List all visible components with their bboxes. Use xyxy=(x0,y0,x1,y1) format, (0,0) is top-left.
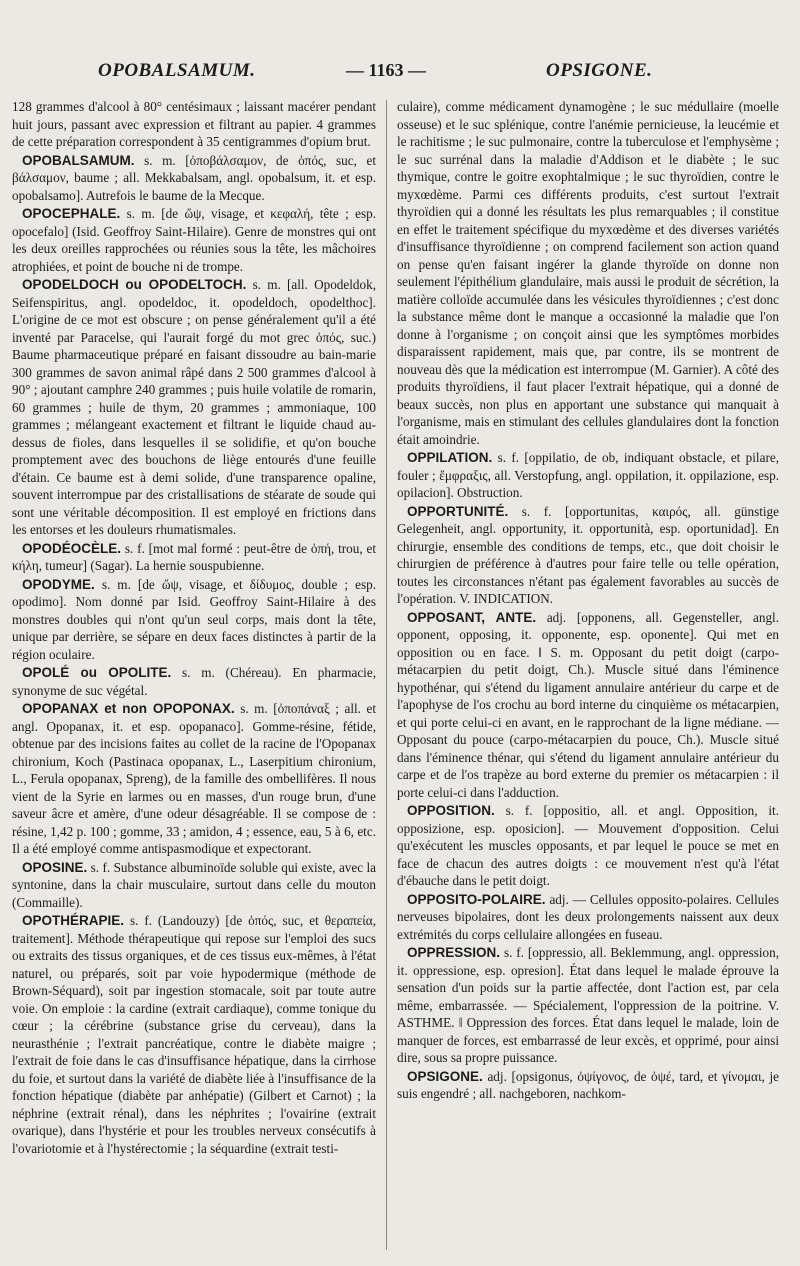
entry-text: s. f. [oppilatio, de ob, indiquant obstacle, et pilare, fouler ; ἔμφραξις, all. Verstopfung, angl. oppilation, it. oppilazione, esp. opilacion]. Obstruction. xyxy=(397,450,779,500)
dictionary-entry xyxy=(12,152,376,205)
entry-headword: OPOPANAX et non OPOPONAX. xyxy=(22,701,235,716)
dictionary-entry xyxy=(397,944,779,1067)
page-number: — 1163 — xyxy=(346,60,427,80)
entry-headword: OPPOSANT, ANTE. xyxy=(407,609,537,625)
entry-text: s. m. [ὀποπάναξ ; all. et angl. Opopanax, it. et esp. opopanaco]. Gomme-résine, fétide, obtenue par des incisions faites au collet de la racine de l'Opopanax chironium, Koch (Pastinaca opopanax, L., Laserpitium chironium, L., Ferula opopanax, Spreng), de la famille des ombellifères. Il nous vient de la Syrie en larmes ou en masses, d'un rouge brun, d'une saveur âcre et amère, d'une odeur désagréable. Il se compose de : résine, 1,42 p. 100 ; gomme, 33 ; amidon, 4 ; essence, eau, 5 à 6, etc. Il a été employé comme antispasmodique et expectorant. xyxy=(12,701,376,856)
entry-text: 128 grammes d'alcool à 80° centésimaux ; laissant macérer pendant huit jours, passant avec expression et filtrant au papier. 4 grammes de cette préparation correspondent à 35 centigrammes d'opium brut. xyxy=(12,99,376,149)
page-header xyxy=(0,60,800,88)
column-divider xyxy=(386,100,387,1250)
dictionary-entry xyxy=(397,609,779,802)
entry-headword: OPPOSITO-POLAIRE. xyxy=(407,891,546,907)
entry-text: s. m. [de ὤψ, visage, et δίδυμος, double ; esp. opodimo]. Nom donné par Isid. Geoffroy Saint-Hilaire à des monstres doubles qui n'ont qu'un seul corps, mais dont la tête, unique par derrière, se sépare en deux faces distinctes à partir de la région oculaire. xyxy=(12,576,376,662)
entry-headword: OPOBALSAMUM. xyxy=(22,152,135,168)
entry-headword: OPODÉOCÈLE. xyxy=(22,540,122,556)
running-head-right: OPSIGONE. xyxy=(546,60,653,81)
entry-text: s. m. [ὀποβάλσαμον, de ὀπός, suc, et βάλσαμον, baume ; all. Mekkabalsam, angl. opobalsum, it. et esp. opobalsamo]. Autrefois le baume de la Mecque. xyxy=(12,152,376,203)
entry-text: s. f. (Landouzy) [de ὀπός, suc, et θεραπεία, traitement]. Méthode thérapeutique qui repose sur l'emploi des sucs ou extraits des tissus organiques, et de ces tissus eux-mêmes, à l'état naturel, ou préparés, soit par voie hypodermique (méthode de Brown-Séquard), soit par ingestion stomacale, soit par toute autre voie. On emploie : la cardine (extrait cardiaque), comme tonique du cœur ; la cérébrine (substance grise du cerveau), dans la neurasthénie ; l'extrait pancréatique, contre le diabète maigre ; l'extrait de foie dans le cas d'insuffisance hépatique, dans la cirrhose du foie, et surtout dans la variété de diabète liée à l'insuffisance de la fonction hépatique (diabète par anhépatie) (Gilbert et Carnot) ; la néphrine (extrait rénal), dans les néphrites ; l'ovairine (extrait ovarique), dans l'hystérie et pour les troubles nerveux consécutifs à l'ovariotomie et à l'hystérectomie ; la séquardine (extrait testi- xyxy=(12,913,376,1156)
dictionary-entry xyxy=(12,276,376,539)
entry-headword: OPPOSITION. xyxy=(407,803,495,818)
entry-text: s. f. [mot mal formé : peut-être de ὀπή, trou, et κήλη, tumeur] (Sagar). La hernie souspubienne. xyxy=(12,540,376,573)
entry-text: adj. — Cellules opposito-polaires. Cellules nerveuses bipolaires, dont les deux prolongements naissent aux deux extrémités du corps cellulaire allongées en fuseau. xyxy=(397,891,779,942)
entry-headword: OPPILATION. xyxy=(407,450,493,465)
dictionary-entry xyxy=(397,802,779,890)
entry-text: s. m. [de ὤψ, visage, et κεφαλή, tête ; esp. opocefalo] (Isid. Geoffroy Saint-Hilaire). Genre de monstres qui ont les deux oreilles rapprochées ou réunies sous la tête, les mâchoires atrophiées, et point de bouche ni de trompe. xyxy=(12,206,376,274)
entry-headword: OPODYME. xyxy=(22,576,95,592)
entry-headword: OPPRESSION. xyxy=(407,945,501,960)
right-column xyxy=(397,98,779,1258)
entry-headword: OPODELDOCH ou OPODELTOCH. xyxy=(22,277,247,292)
dictionary-entry xyxy=(397,891,779,944)
dictionary-entry xyxy=(397,1068,779,1103)
entry-text: s. f. [oppositio, all. et angl. Opposition, it. opposizione, esp. oposicion]. — Mouvement d'opposition. Celui qu'exécutent les muscles opposants, et par lequel le pouce se met en face de chacun des autres doigts : ce mouvement n'est qu'à l'état d'ébauche dans le petit doigt. xyxy=(397,803,779,888)
dictionary-entry xyxy=(12,912,376,1157)
entry-headword: OPSIGONE. xyxy=(407,1068,483,1084)
dictionary-entry xyxy=(397,449,779,502)
dictionary-entry xyxy=(397,503,779,608)
entry-text: s. m. [all. Opodeldok, Seifenspiritus, angl. opodeldoc, it. opodeldoch, opodelthoc]. L'origine de ce mot est obscure ; on pense généralement qu'il a été inventé par Paracelse, qui l'aurait forgé du mot grec ὀπός, suc.) Baume pharmaceutique préparé en faisant dissoudre au bain-marie 300 grammes de savon animal râpé dans 2 500 grammes d'alcool à 90° ; ajoutant camphre 240 grammes ; puis huile volatile de romarin, 60 grammes ; huile de thym, 20 grammes ; ammoniaque, 100 grammes ; mélangeant exactement et filtrant le liquide chaud au-dessus de fioles, dans lesquelles il se solidifie, et qu'on bouche promptement avec des bouchons de liège entourés d'une feuille d'étain. Ce baume est à demi solide, d'une transparence opaline, souvent interrompue par des cristallisations de stéarate de soude qui sont une véritable décomposition. Il est employé en frictions dans les entorses et les douleurs rhumatismales. xyxy=(12,277,376,537)
left-column xyxy=(12,98,376,1258)
entry-text: s. m. (Chéreau). En pharmacie, synonyme de suc végétal. xyxy=(12,665,376,698)
entry-text: adj. [opponens, all. Gegensteller, angl. opponent, opposing, it. opponente, esp. oponente]. Qui met en opposition ou en face. ‖ S. m. Opposant du petit doigt (carpo-métacarpien du petit doigt, Ch.). Muscle situé dans l'éminence hypothénar, qui s'étend du ligament annulaire antérieur du carpe et de l'apophyse de l'os crochu au bord interne du cinquième os métacarpien, et qui porte celui-ci en avant, en le rapprochant de la ligne médiane. — Opposant du pouce (carpo-métacarpien du pouce, Ch.). Muscle situé dans l'éminence thénar, qui s'étend du ligament annulaire antérieur du carpe et de l'os trapèze au bord externe du premier os métacarpien : il porte celui-ci dans l'adduction. xyxy=(397,609,779,800)
dictionary-entry xyxy=(12,576,376,664)
dictionary-entry xyxy=(12,700,376,858)
entry-headword: OPOLÉ ou OPOLITE. xyxy=(22,665,172,680)
entry-text: s. f. [opportunitas, καιρός, all. günstige Gelegenheit, angl. opportunity, it. opportunità, esp. oportunidad]. En chirurgie, ensemble des conditions de temps, etc., que doit choisir le chirurgien de préférence à d'autres pour faire telle ou telle opération, toutes les circonstances n'étant pas également favorables au succès de l'opération. V. INDICATION. xyxy=(397,503,779,606)
dictionary-entry xyxy=(397,98,779,448)
entry-headword: OPPORTUNITÉ. xyxy=(407,503,509,519)
running-head-left: OPOBALSAMUM. xyxy=(98,60,256,81)
entry-text: culaire), comme médicament dynamogène ; le suc médullaire (moelle osseuse) et le suc splénique, contre l'anémie pernicieuse, la leucémie et le rachitisme ; le suc pulmonaire, contre la tuberculose et l'emphysème ; le suc surrénal dans la maladie d'Addison et le diabète ; le suc thymique, contre le goitre exophtalmique ; le suc thyroïdien, contre le myxœdème. Parmi ces différents produits, c'est surtout l'extrait thyroïdien qui a donné les résultats les plus remarquables ; il constitue en effet le traitement spécifique du myxœdème et des diverses variétés d'insuffisance thyroïdienne ; on comprend facilement son action quand on pense qu'en faisant ingérer la glande thyroïde on donne non seulement l'épithélium glandulaire, mais aussi le produit de sécrétion, la matière colloïde accumulée dans les vésicules thyroïdiennes ; c'est donc la substance même dont le manque a occasionné la maladie que l'on donne à l'organisme ; on conçoit ainsi que les symptômes morbides disparaissent rapidement, mais que, par contre, ils se montrent de nouveau dès que la médication est interrompue (M. Garnier). A côté des produits thyroïdiens, il faut placer l'extrait hépatique, qui a donné de beaux succès, non plus en apportant une substance qui manquait à l'organisme, mais en stimulant des cellules glandulaires dont la fonction était amoindrie. xyxy=(397,99,779,447)
dictionary-entry xyxy=(12,205,376,275)
entry-headword: OPOTHÉRAPIE. xyxy=(22,913,125,928)
entry-text: s. f. Substance albuminoïde soluble qui existe, avec la syntonine, dans la chair musculaire, surtout dans celle du mouton (Commaille). xyxy=(12,859,376,910)
entry-headword: OPOCEPHALE. xyxy=(22,206,121,221)
entry-headword: OPOSINE. xyxy=(22,859,88,875)
dictionary-entry xyxy=(12,664,376,699)
entry-text: adj. [opsigonus, ὀψίγονος, de ὀψέ, tard, et γίνομαι, je suis engendré ; all. nachgeboren, nachkom- xyxy=(397,1068,779,1101)
dictionary-entry xyxy=(12,540,376,575)
dictionary-entry xyxy=(12,859,376,912)
entry-text: s. f. [oppressio, all. Beklemmung, angl. oppression, it. oppressione, esp. opresion]. État dans lequel le malade éprouve la sensation d'un poids sur la partie affectée, dont l'action est, par cela même, embarrassée. — Spécialement, l'oppression de la poitrine. V. ASTHME. ‖ Oppression des forces. État dans lequel le malade, loin de manquer de forces, est embarrassé de leur excès, et opprimé, pour ainsi dire, sous sa propre puissance. xyxy=(397,945,779,1065)
dictionary-entry xyxy=(12,98,376,151)
